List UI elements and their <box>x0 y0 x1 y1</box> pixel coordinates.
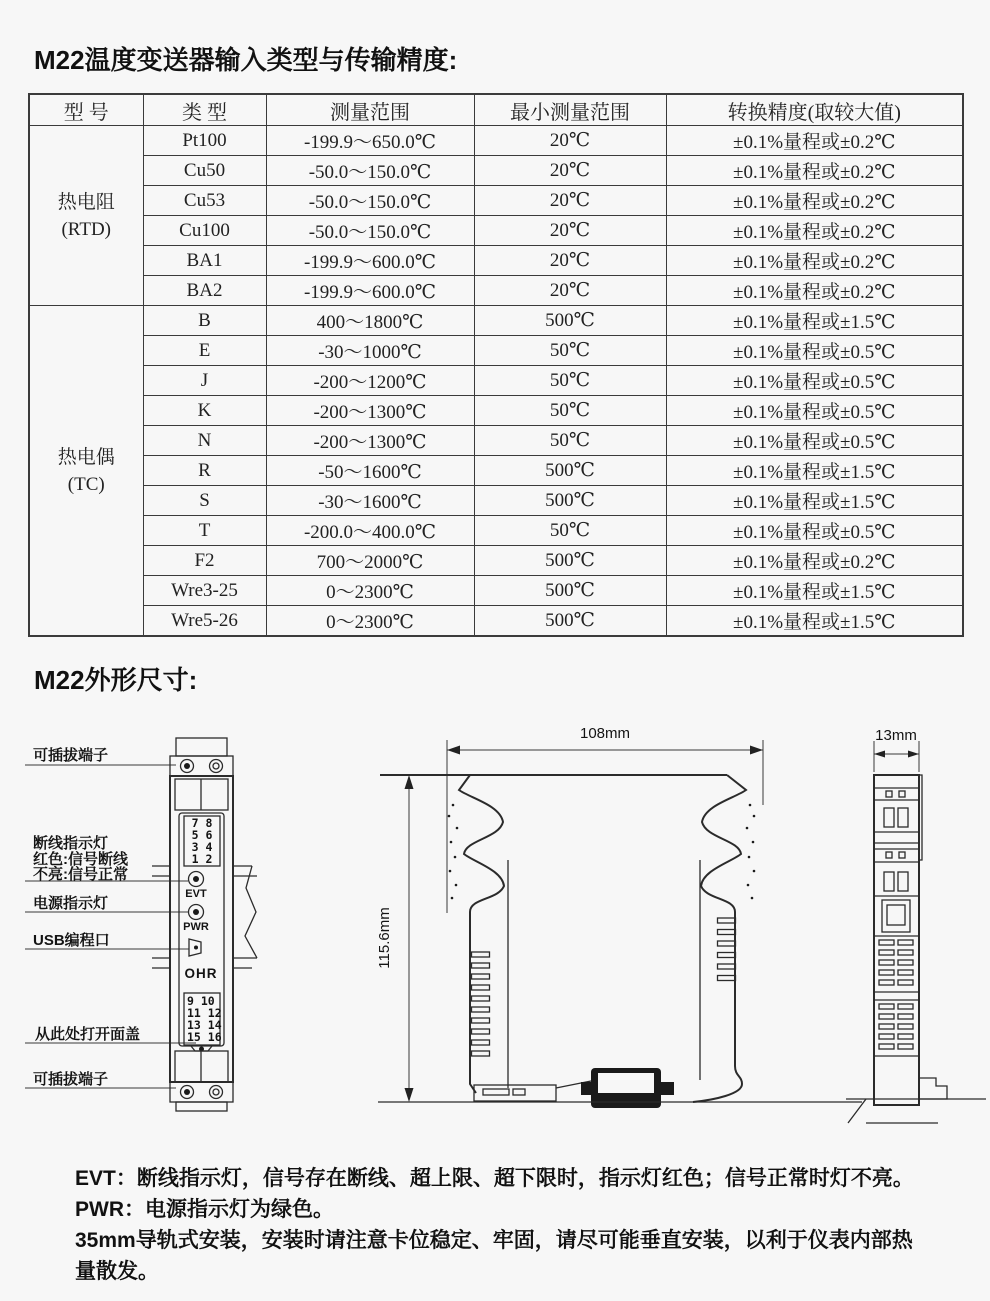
table-row <box>29 576 963 606</box>
spec-cell: -199.9～650.0℃ <box>266 126 474 156</box>
spec-cell: ±0.1%量程或±0.5℃ <box>666 336 963 366</box>
screw-dot <box>184 763 190 769</box>
table-row <box>29 186 963 216</box>
spec-cell: 20℃ <box>474 126 666 156</box>
side-view <box>376 725 862 1108</box>
arrowhead-icon <box>447 746 460 755</box>
screw-slot <box>213 1089 219 1095</box>
spec-cell: -199.9～600.0℃ <box>266 246 474 276</box>
spec-cell: -200～1200℃ <box>266 366 474 396</box>
spec-cell: ±0.1%量程或±0.5℃ <box>666 516 963 546</box>
spec-cell: ±0.1%量程或±0.2℃ <box>666 126 963 156</box>
table-row <box>29 546 963 576</box>
spec-cell: N <box>143 426 266 456</box>
foot-slat <box>513 1089 525 1095</box>
usb-port-dot <box>194 946 198 950</box>
spec-cell: 500℃ <box>474 306 666 336</box>
column-header-range: 测量范围 <box>266 94 474 126</box>
end-vent-slots <box>879 940 913 1049</box>
depth-dim-lines <box>874 741 919 772</box>
table-row <box>29 366 963 396</box>
table-row <box>29 426 963 456</box>
spec-cell: F2 <box>143 546 266 576</box>
column-header-min-range: 最小测量范围 <box>474 94 666 126</box>
spec-cell: 500℃ <box>474 486 666 516</box>
terminal-row: 11 12 <box>187 1006 222 1020</box>
brand-logo: OHR <box>184 966 218 981</box>
width-dim-label: 108mm <box>579 725 631 742</box>
label-evt-line2: 红色:信号断线 <box>33 851 128 868</box>
screw-dot <box>184 1089 190 1095</box>
spec-cell: BA1 <box>143 246 266 276</box>
model-name: 热电阻 <box>57 191 115 213</box>
din-clip-window <box>598 1073 654 1093</box>
arrowhead-icon <box>874 751 885 758</box>
table-row <box>29 396 963 426</box>
spec-cell: 400～1800℃ <box>266 306 474 336</box>
device-front-outline <box>170 738 233 1111</box>
break-dots <box>448 804 756 900</box>
spec-cell: 50℃ <box>474 366 666 396</box>
bottom-screw-block <box>170 1082 233 1102</box>
terminal-row: 15 16 <box>187 1030 222 1044</box>
pwr-led-dot <box>193 909 199 915</box>
spec-cell: S <box>143 486 266 516</box>
model-group-cell <box>29 126 143 306</box>
spec-cell: ±0.1%量程或±1.5℃ <box>666 306 963 336</box>
table-row <box>29 276 963 306</box>
section2-title: M22外形尺寸: <box>34 665 198 695</box>
end-dividers <box>874 788 919 1056</box>
din-clip-nub <box>581 1082 591 1095</box>
terminal-row: 5 6 <box>191 828 213 842</box>
top-screw-block <box>170 756 233 776</box>
label-evt-line3: 不亮:信号正常 <box>33 866 128 883</box>
spec-cell: T <box>143 516 266 546</box>
column-header-model: 型 号 <box>29 94 143 126</box>
spec-cell: 20℃ <box>474 246 666 276</box>
spec-cell: 0～2300℃ <box>266 576 474 606</box>
vent-slots-left <box>472 952 490 1056</box>
depth-dim-label: 13mm <box>875 727 917 744</box>
spec-cell: 500℃ <box>474 576 666 606</box>
spec-cell: ±0.1%量程或±0.2℃ <box>666 546 963 576</box>
bottom-cap <box>176 1102 227 1111</box>
column-header-accuracy: 转换精度(取较大值) <box>666 94 963 126</box>
spec-cell: -30～1000℃ <box>266 336 474 366</box>
spec-cell: 20℃ <box>474 216 666 246</box>
spec-cell: E <box>143 336 266 366</box>
spec-cell: 500℃ <box>474 456 666 486</box>
spec-cell: Cu50 <box>143 156 266 186</box>
spec-cell: -199.9～600.0℃ <box>266 276 474 306</box>
width-dim-extensions <box>447 740 763 913</box>
spec-cell: ±0.1%量程或±1.5℃ <box>666 456 963 486</box>
spec-cell: 20℃ <box>474 186 666 216</box>
vent-slots-right <box>718 918 736 981</box>
arrowhead-icon <box>908 751 919 758</box>
terminal-row: 3 4 <box>191 840 213 854</box>
note-line: PWR：电源指示灯为绿色。 <box>75 1198 334 1221</box>
label-evt-line1: 断线指示灯 <box>33 835 109 852</box>
table-row <box>29 306 963 336</box>
spec-cell: ±0.1%量程或±0.2℃ <box>666 186 963 216</box>
end-usb-window <box>887 905 905 925</box>
foot-slat <box>483 1089 509 1095</box>
spec-cell: -30～1600℃ <box>266 486 474 516</box>
spec-cell: 700～2000℃ <box>266 546 474 576</box>
spec-cell: 500℃ <box>474 546 666 576</box>
front-view <box>25 738 257 1111</box>
table-row <box>29 486 963 516</box>
screw-terminal-icon <box>210 1086 223 1099</box>
terminal-row: 9 10 <box>187 994 215 1008</box>
pwr-led-label: PWR <box>183 921 209 933</box>
spec-cell: -200.0～400.0℃ <box>266 516 474 546</box>
section1-title: M22温度变送器输入类型与传输精度: <box>34 45 458 75</box>
label-cover: 从此处打开面盖 <box>35 1026 141 1043</box>
spec-cell: ±0.1%量程或±0.5℃ <box>666 396 963 426</box>
spec-cell: ±0.1%量程或±0.2℃ <box>666 156 963 186</box>
housing-inner-lines <box>508 860 700 1088</box>
spec-cell: 20℃ <box>474 276 666 306</box>
spec-cell: ±0.1%量程或±0.5℃ <box>666 366 963 396</box>
table-row <box>29 336 963 366</box>
column-header-type: 类 型 <box>143 94 266 126</box>
spec-cell: -50.0～150.0℃ <box>266 156 474 186</box>
spec-cell: 50℃ <box>474 426 666 456</box>
note-line: 35mm导轨式安装，安装时请注意卡位稳定、牢固，请尽可能垂直安装，以利于仪表内部热 <box>75 1229 913 1252</box>
spec-cell: 20℃ <box>474 156 666 186</box>
evt-led-label: EVT <box>185 888 207 900</box>
spec-cell: -200～1300℃ <box>266 396 474 426</box>
terminal-foot <box>474 1085 556 1101</box>
spec-table <box>28 93 964 637</box>
spec-cell: -50～1600℃ <box>266 456 474 486</box>
spec-cell: B <box>143 306 266 336</box>
terminal-row: 13 14 <box>187 1018 222 1032</box>
header-row <box>29 94 963 126</box>
rail-hook <box>919 1078 947 1099</box>
spec-table-body <box>29 126 963 637</box>
label-usb: USB编程口 <box>33 932 110 949</box>
spec-cell: ±0.1%量程或±1.5℃ <box>666 576 963 606</box>
label-top-terminal: 可插拔端子 <box>33 747 109 764</box>
spec-cell: 50℃ <box>474 396 666 426</box>
arrowhead-icon <box>405 775 414 789</box>
spec-cell: ±0.1%量程或±0.2℃ <box>666 276 963 306</box>
rail-break-zigzag <box>245 866 257 958</box>
spec-cell: ±0.1%量程或±0.2℃ <box>666 216 963 246</box>
model-group-cell <box>29 306 143 637</box>
spec-cell: ±0.1%量程或±1.5℃ <box>666 486 963 516</box>
arrowhead-icon <box>750 746 763 755</box>
table-row <box>29 606 963 637</box>
table-row <box>29 246 963 276</box>
table-row <box>29 456 963 486</box>
spec-table-head <box>29 94 963 126</box>
spec-cell: -50.0～150.0℃ <box>266 216 474 246</box>
end-terminal-windows <box>884 791 908 891</box>
spec-cell: Cu53 <box>143 186 266 216</box>
spec-cell: BA2 <box>143 276 266 306</box>
din-clip-nub <box>661 1082 674 1095</box>
spec-cell: -200～1300℃ <box>266 426 474 456</box>
dimension-diagrams <box>0 710 990 1156</box>
table-row <box>29 216 963 246</box>
model-name: 热电偶 <box>57 446 115 468</box>
table-row <box>29 126 963 156</box>
height-dim-label: 115.6mm <box>376 907 393 969</box>
spec-cell: Wre3-25 <box>143 576 266 606</box>
end-rail <box>846 1078 986 1123</box>
label-bottom-terminal: 可插拔端子 <box>33 1071 109 1088</box>
spec-cell: Pt100 <box>143 126 266 156</box>
spec-cell: ±0.1%量程或±0.2℃ <box>666 246 963 276</box>
terminal-row: 7 8 <box>191 816 213 830</box>
spec-cell: J <box>143 366 266 396</box>
label-pwr: 电源指示灯 <box>33 895 109 912</box>
screw-terminal-icon <box>210 760 223 773</box>
arrowhead-icon <box>405 1088 414 1102</box>
spec-cell: Wre5-26 <box>143 606 266 637</box>
spec-cell: 50℃ <box>474 516 666 546</box>
note-line: EVT：断线指示灯，信号存在断线、超上限、超下限时，指示灯红色；信号正常时灯不亮。 <box>75 1167 914 1190</box>
top-cap <box>176 738 227 756</box>
terminal-row: 1 2 <box>191 852 213 866</box>
spec-cell: -50.0～150.0℃ <box>266 186 474 216</box>
table-row <box>29 156 963 186</box>
note-line: 量散发。 <box>75 1260 159 1283</box>
housing-right-profile <box>693 775 746 1102</box>
table-row <box>29 516 963 546</box>
spec-cell: 50℃ <box>474 336 666 366</box>
spec-cell: K <box>143 396 266 426</box>
spec-cell: 0～2300℃ <box>266 606 474 637</box>
evt-led-dot <box>193 876 199 882</box>
notes <box>75 1163 965 1287</box>
spec-cell: R <box>143 456 266 486</box>
end-view <box>846 727 986 1123</box>
spec-cell: ±0.1%量程或±1.5℃ <box>666 606 963 637</box>
bottom-assembly <box>378 1068 862 1108</box>
spec-cell: 500℃ <box>474 606 666 637</box>
spec-cell: Cu100 <box>143 216 266 246</box>
din-rail-right-stub <box>233 866 257 968</box>
model-sub: (RTD) <box>61 218 111 240</box>
model-sub: (TC) <box>67 473 105 495</box>
spec-cell: ±0.1%量程或±0.5℃ <box>666 426 963 456</box>
screw-slot <box>213 763 219 769</box>
